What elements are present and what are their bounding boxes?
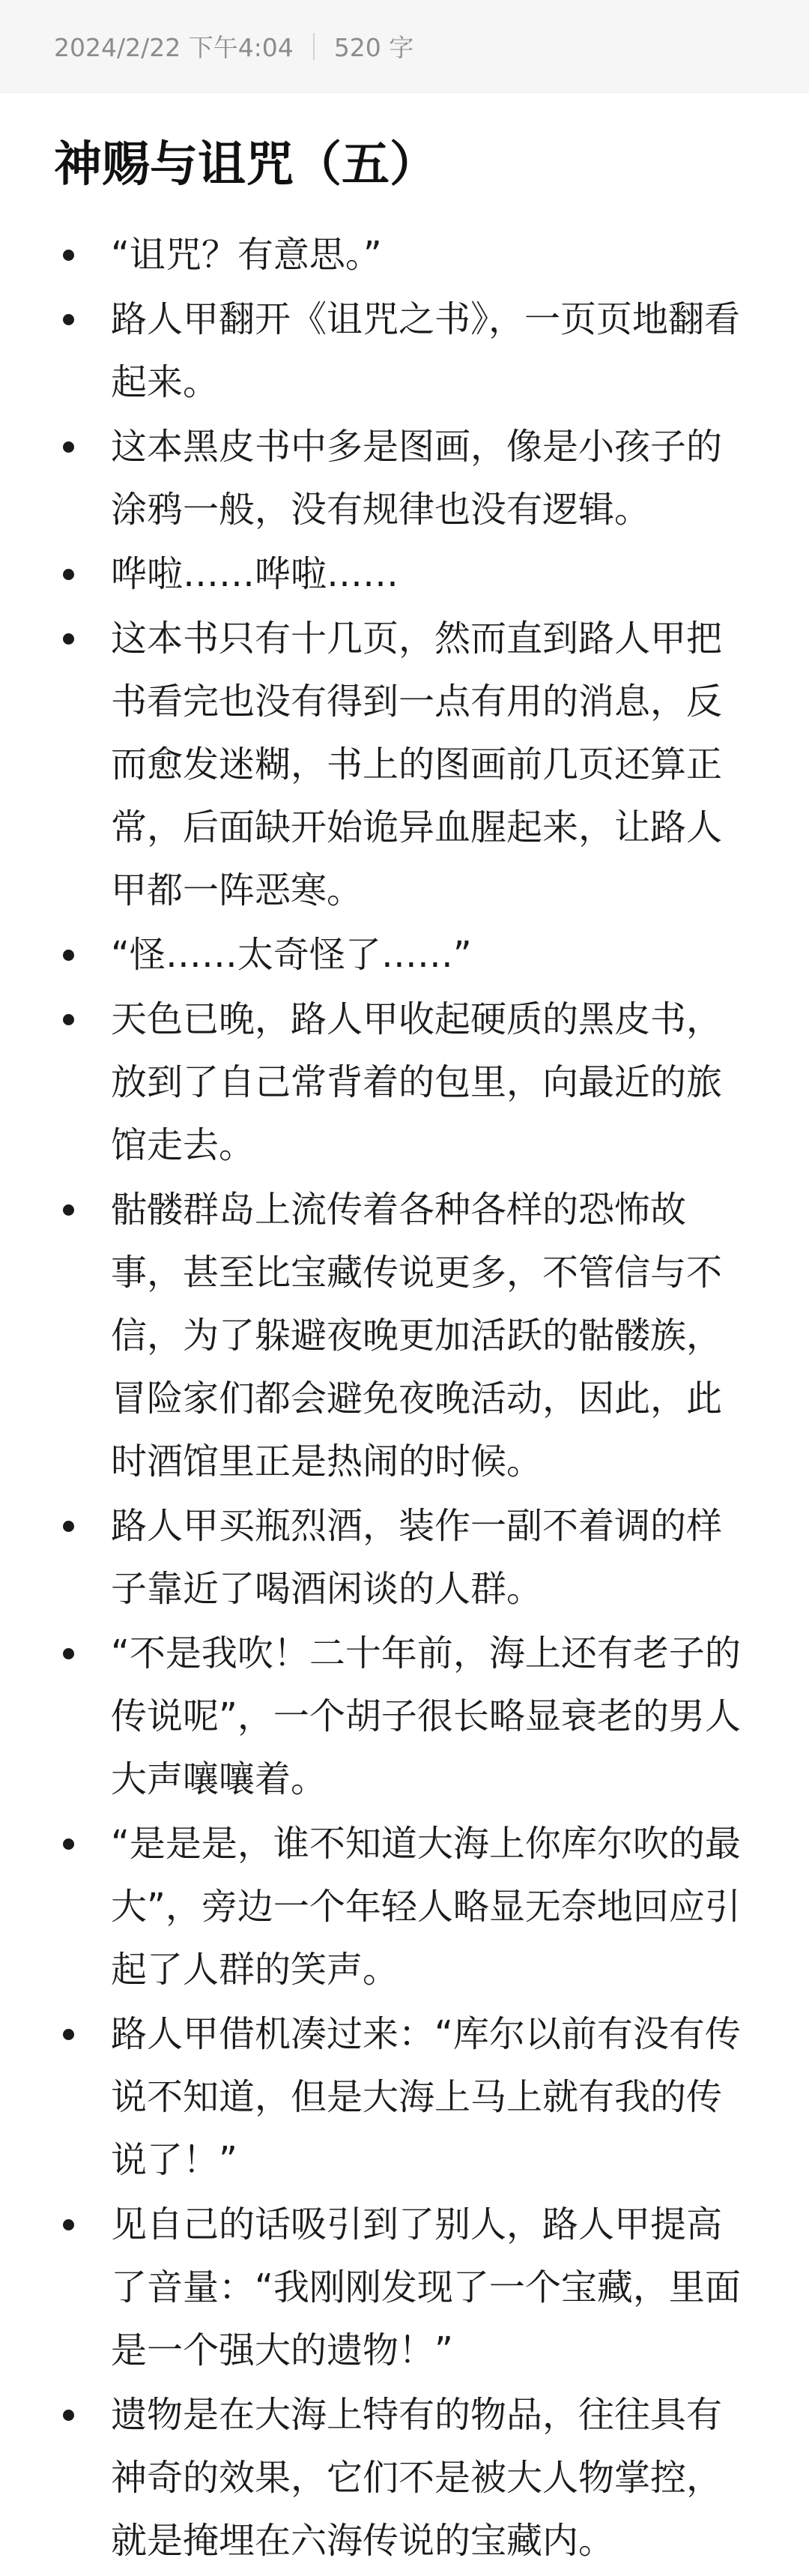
paragraph-item: “是是是，谁不知道大海上你库尔吹的最大”，旁边一个年轻人略显无奈地回应引起了人群的笑声。 <box>54 1812 755 2001</box>
paragraph-item: “不是我吹！二十年前，海上还有老子的传说呢”，一个胡子很长略显衰老的男人大声嚷嚷着。 <box>54 1622 755 1811</box>
paragraph-item: 路人甲买瓶烈酒，装作一副不着调的样子靠近了喝酒闲谈的人群。 <box>54 1494 755 1620</box>
paragraph-item: 骷髅群岛上流传着各种各样的恐怖故事，甚至比宝藏传说更多，不管信与不信，为了躲避夜晚更加活跃的骷髅族，冒险家们都会避免夜晚活动，因此，此时酒馆里正是热闹的时候。 <box>54 1178 755 1493</box>
article-meta-bar <box>0 0 809 93</box>
paragraph-item: “怪……太奇怪了……” <box>54 923 755 986</box>
paragraph-item: 这本书只有十几页，然而直到路人甲把书看完也没有得到一点有用的消息，反而愈发迷糊，书上的图画前几页还算正常，后面缺开始诡异血腥起来，让路人甲都一阵恶寒。 <box>54 607 755 922</box>
paragraph-list <box>54 223 755 2572</box>
paragraph-item: 哗啦……哗啦…… <box>54 543 755 606</box>
article-body <box>0 93 809 2572</box>
paragraph-item: 路人甲借机凑过来：“库尔以前有没有传说不知道，但是大海上马上就有我的传说了！” <box>54 2003 755 2192</box>
paragraph-item: “诅咒？有意思。” <box>54 223 755 286</box>
article-title: 神赐与诅咒（五） <box>54 137 437 193</box>
publish-datetime: 2024/2/22 下午4:04 <box>54 33 294 62</box>
meta-divider <box>313 33 315 60</box>
word-count: 520 字 <box>333 33 414 62</box>
paragraph-item: 这本黑皮书中多是图画，像是小孩子的涂鸦一般，没有规律也没有逻辑。 <box>54 415 755 541</box>
paragraph-item: 天色已晚，路人甲收起硬质的黑皮书，放到了自己常背着的包里，向最近的旅馆走去。 <box>54 988 755 1177</box>
paragraph-item: 见自己的话吸引到了别人，路人甲提高了音量：“我刚刚发现了一个宝藏，里面是一个强大的遗物！” <box>54 2193 755 2382</box>
paragraph-item: 路人甲翻开《诅咒之书》，一页页地翻看起来。 <box>54 288 755 414</box>
paragraph-item: 遗物是在大海上特有的物品，往往具有神奇的效果，它们不是被大人物掌控，就是掩埋在六海传说的宝藏内。 <box>54 2383 755 2572</box>
